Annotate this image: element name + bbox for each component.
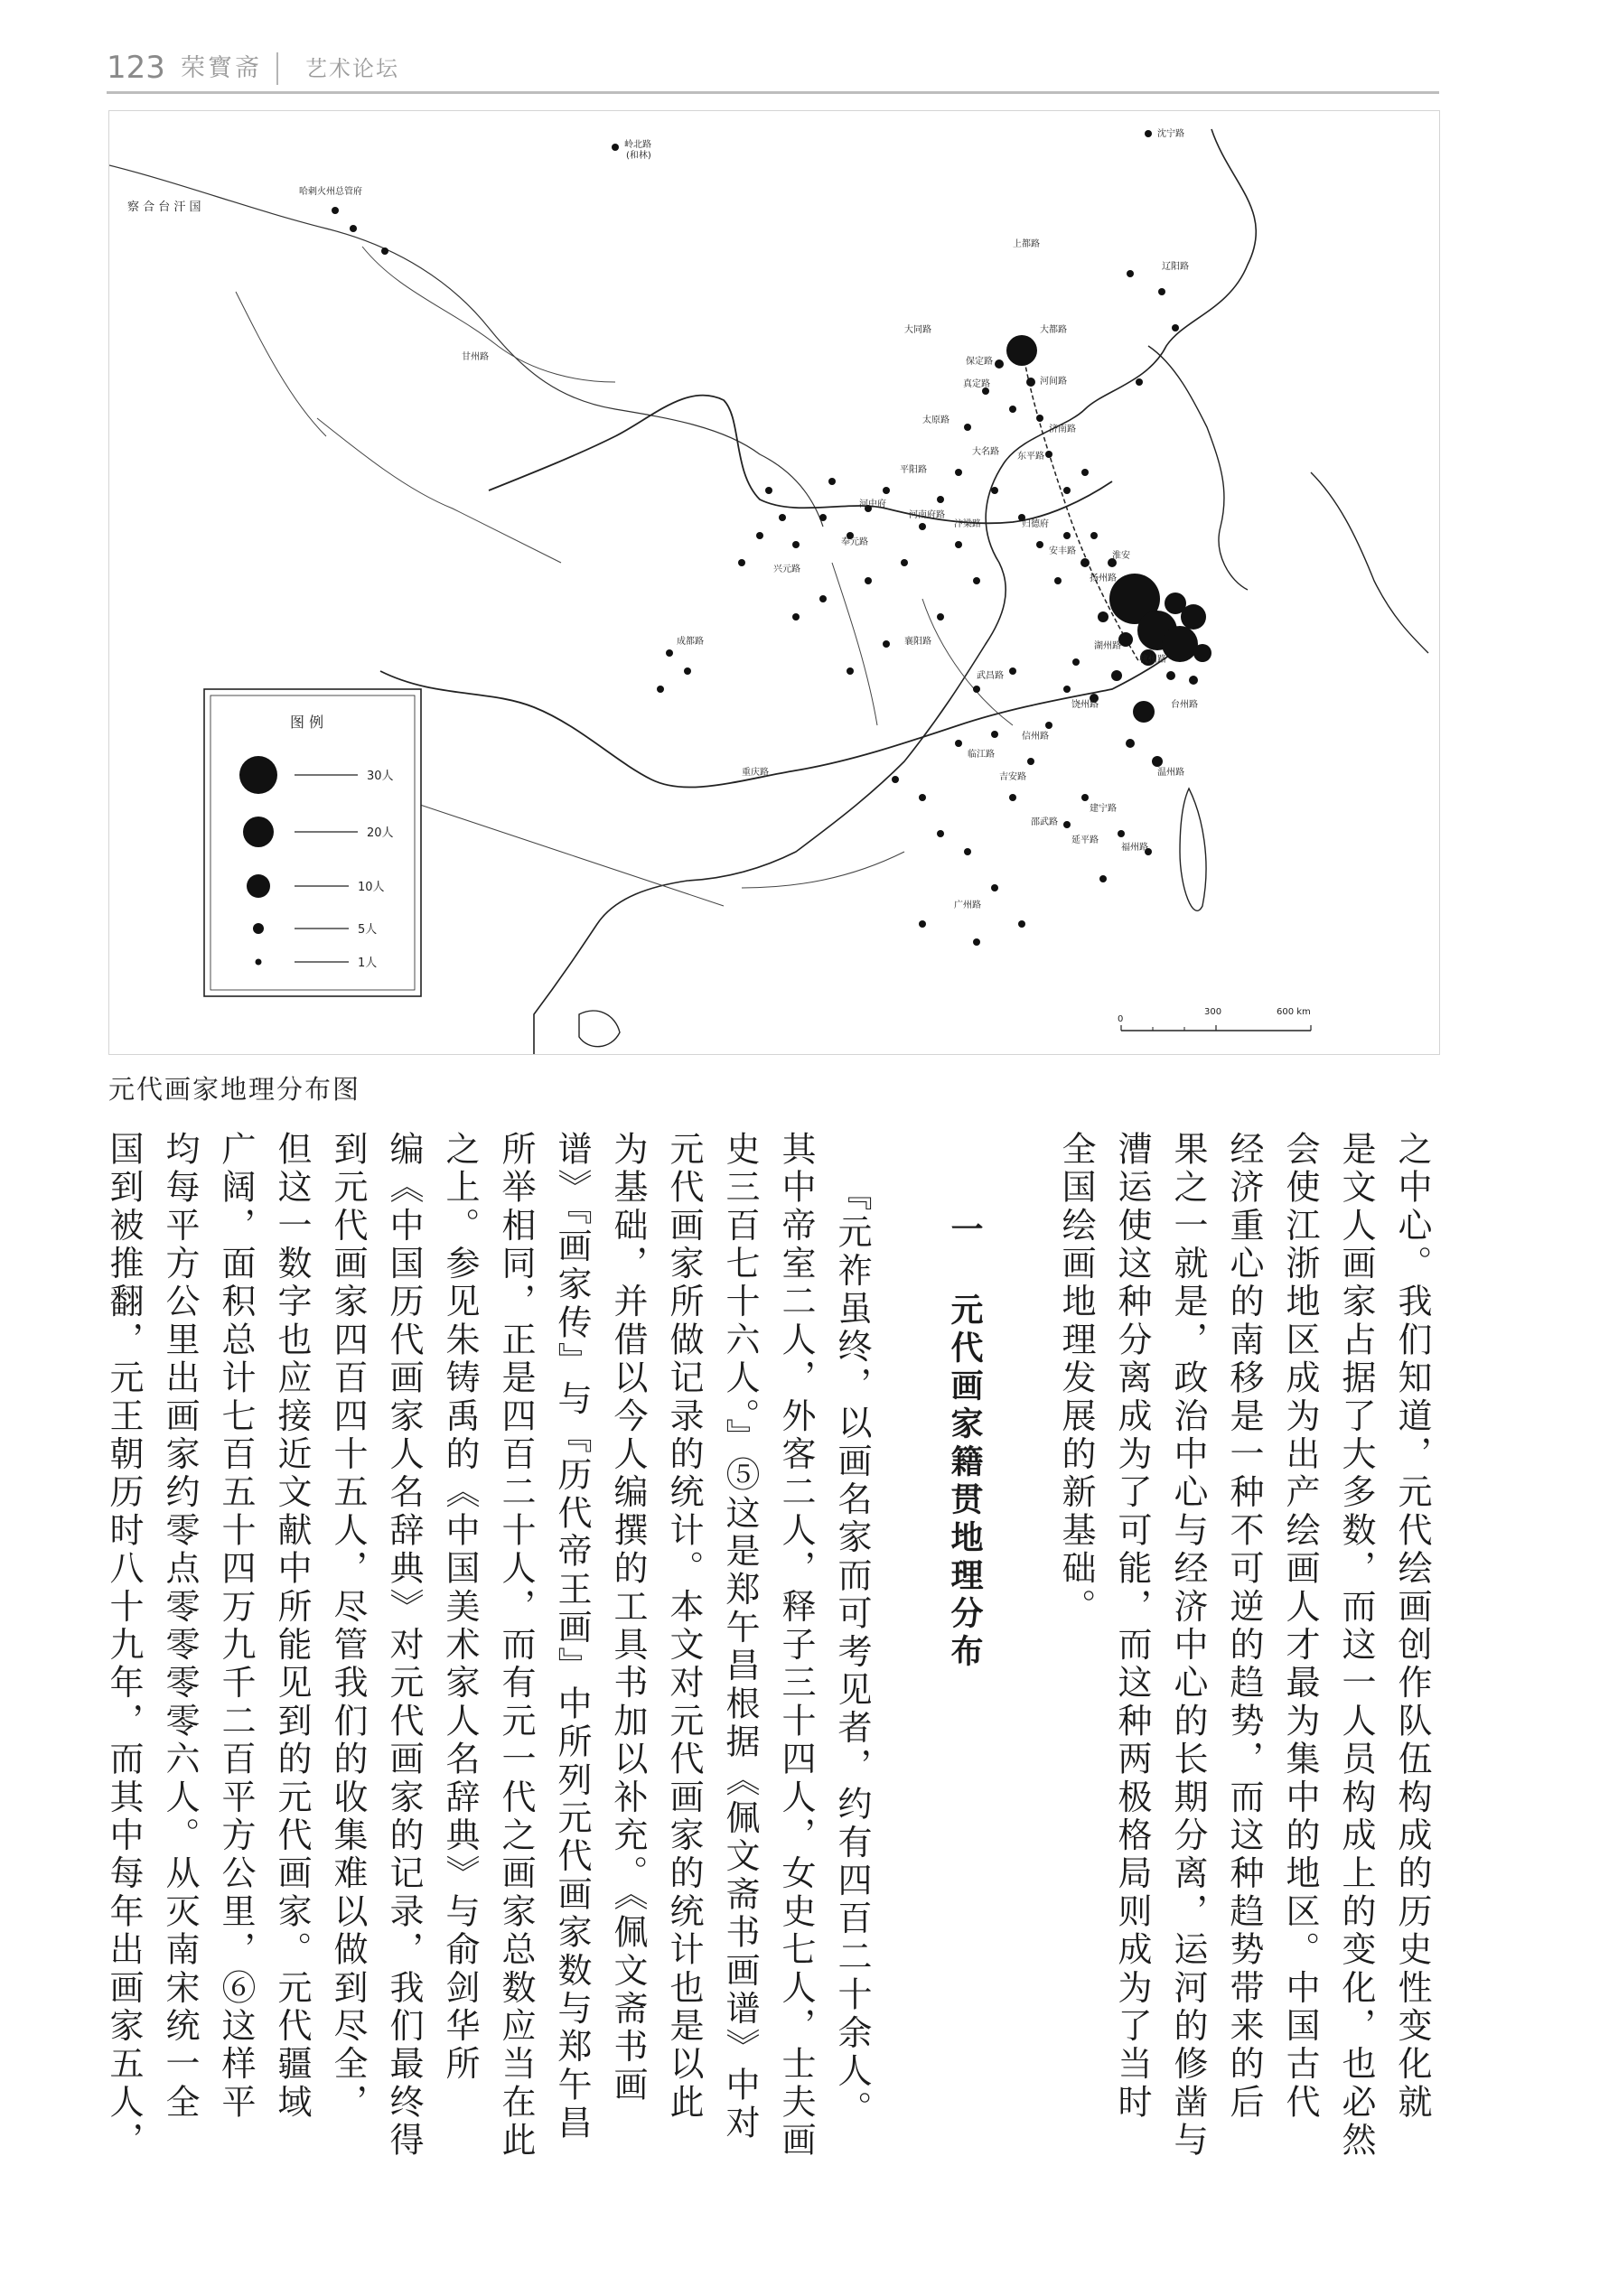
label-yanping: 延平路 bbox=[1071, 835, 1099, 845]
text-column: 广阔，面积总计七百五十四万九千二百平方公里，⑥这样平 bbox=[216, 1131, 256, 2123]
label-jinan: 济南路 bbox=[1049, 425, 1076, 434]
label-fengyuan: 奉元路 bbox=[841, 537, 868, 547]
article-body bbox=[104, 1131, 1444, 2215]
label-hangzhou: 杭州路 bbox=[1139, 655, 1166, 665]
label-shaowu: 邵武路 bbox=[1031, 817, 1058, 827]
legend-label-10: 10人 bbox=[358, 881, 385, 894]
label-chagatai: 察 合 台 汗 国 bbox=[127, 201, 201, 214]
legend-dot-10 bbox=[247, 874, 270, 898]
label-jianning: 建宁路 bbox=[1090, 804, 1117, 814]
label-ganzhou: 甘州路 bbox=[462, 352, 489, 362]
scale-label-end: 600 km bbox=[1277, 1007, 1311, 1017]
label-liaoyang: 辽阳路 bbox=[1162, 262, 1189, 272]
text-column: 之上。参见朱铸禹的《中国美术家人名辞典》与俞剑华所 bbox=[440, 1131, 480, 2084]
label-datong: 大同路 bbox=[904, 325, 931, 335]
label-lingbei: 岭北路 bbox=[624, 140, 651, 150]
legend-label-20: 20人 bbox=[367, 826, 394, 840]
map-legend bbox=[204, 689, 421, 996]
text-column: 是文人画家占据了大多数，而这一人员构成上的变化，也必然 bbox=[1336, 1131, 1376, 2161]
painter-dot-taizhou bbox=[1133, 701, 1155, 723]
text-column: 漕运使这种分离成为了可能，而这种两极格局则成为了当时 bbox=[1112, 1131, 1152, 2123]
header-divider bbox=[276, 52, 278, 85]
text-column: 为基础，并借以今人编撰的工具书加以补充。《佩文斋书画 bbox=[608, 1131, 648, 2105]
korea-coast bbox=[1148, 346, 1248, 590]
japan-coast bbox=[1311, 472, 1428, 653]
label-guide: 归德府 bbox=[1022, 519, 1049, 529]
scale-bar bbox=[1118, 1007, 1311, 1031]
label-zhending: 真定路 bbox=[963, 379, 990, 389]
label-xinzhou: 信州路 bbox=[1022, 732, 1049, 742]
label-xingyuan: 兴元路 bbox=[773, 565, 800, 574]
label-lingbei-sub: (和林) bbox=[626, 151, 651, 161]
label-huzhou: 湖州路 bbox=[1094, 641, 1121, 651]
legend-label-5: 5人 bbox=[358, 923, 378, 937]
text-column: 但这一数字也应接近文献中所能见到的元代画家。元代疆域 bbox=[272, 1131, 312, 2123]
label-shangdu: 上都路 bbox=[1013, 239, 1040, 249]
boundary bbox=[109, 165, 823, 527]
section-heading: 一 元代画家籍贯地理分布 bbox=[946, 1212, 983, 1672]
section-name: 艺术论坛 bbox=[305, 56, 399, 81]
legend-label-1: 1人 bbox=[358, 957, 378, 970]
figure-caption: 元代画家地理分布图 bbox=[108, 1074, 361, 1105]
legend-dot-5 bbox=[253, 923, 264, 934]
scale-label-mid: 300 bbox=[1204, 1007, 1222, 1017]
text-column: 其中帝室二人，外客二人，释子三十四人，女史七人，士夫画 bbox=[776, 1131, 816, 2161]
label-shenning: 沈宁路 bbox=[1157, 129, 1184, 139]
text-column: 史三百七十六人。』⑤这是郑午昌根据《佩文斋书画谱》中对 bbox=[720, 1131, 760, 2143]
label-henanfu: 河南府路 bbox=[909, 510, 945, 520]
label-taiyuan: 太原路 bbox=[922, 415, 949, 425]
legend-dot-20 bbox=[243, 817, 274, 847]
label-wenzhou: 温州路 bbox=[1157, 768, 1184, 778]
text-column: 经济重心的南移是一种不可逆的趋势，而这种趋势带来的后 bbox=[1224, 1131, 1264, 2123]
taiwan bbox=[1180, 789, 1206, 910]
text-column: 谱》『画家传』与『历代帝王画』中所列元代画家数与郑午昌 bbox=[552, 1131, 592, 2143]
hainan bbox=[579, 1011, 620, 1047]
label-taizhou: 台州路 bbox=[1171, 700, 1198, 710]
label-dadu: 大都路 bbox=[1040, 325, 1067, 335]
label-harahuozhou: 哈剌火州总管府 bbox=[299, 187, 362, 197]
text-column: 均每平方公里出画家约零点零零零零六人。从灭南宋统一全 bbox=[160, 1131, 200, 2123]
label-dongping: 东平路 bbox=[1017, 452, 1044, 462]
text-column: 会使江浙地区成为出产绘画人才最为集中的地区。中国古代 bbox=[1280, 1131, 1320, 2123]
legend-dot-1 bbox=[256, 959, 262, 966]
page-header bbox=[107, 50, 1439, 90]
text-column: 之中心。我们知道，元代绘画创作队伍构成的历史性变化就 bbox=[1392, 1131, 1432, 2123]
label-huaian: 淮安 bbox=[1112, 551, 1130, 561]
label-hezhong: 河中府 bbox=[859, 499, 886, 509]
distribution-map bbox=[109, 111, 1439, 1054]
label-hejian: 河间路 bbox=[1040, 377, 1067, 387]
header-rule bbox=[107, 91, 1439, 94]
label-bianliang: 汴梁路 bbox=[954, 519, 981, 529]
text-column: 全国绘画地理发展的新基础。 bbox=[1056, 1131, 1096, 1627]
label-anfeng: 安丰路 bbox=[1049, 546, 1076, 556]
label-chengdu: 成都路 bbox=[677, 637, 704, 647]
text-column: 元代画家所做记录的统计。本文对元代画家的统计也是以此 bbox=[664, 1131, 704, 2123]
label-wuchang: 武昌路 bbox=[977, 671, 1004, 681]
text-column: 果之一就是，政治中心与经济中心的长期分离，运河的修凿与 bbox=[1168, 1131, 1208, 2161]
legend-label-30: 30人 bbox=[367, 770, 394, 783]
text-column: 『元祚虽终，以画名家而可考见者，约有四百二十余人。 bbox=[832, 1176, 872, 2129]
text-column: 所举相同，正是四百二十人，而有元一代之画家总数应当在此 bbox=[496, 1131, 536, 2161]
map-figure bbox=[108, 110, 1440, 1055]
label-daming: 大名路 bbox=[972, 447, 999, 457]
label-guangzhou: 广州路 bbox=[954, 901, 981, 910]
legend-dot-30 bbox=[239, 756, 277, 794]
label-linjiang: 临江路 bbox=[968, 750, 995, 760]
label-chongqing: 重庆路 bbox=[742, 768, 769, 778]
legend-title: 图 例 bbox=[290, 714, 324, 731]
text-column: 国到被推翻，元王朝历时八十九年，而其中每年出画家五人， bbox=[104, 1131, 144, 2161]
page-number: 123 bbox=[107, 50, 165, 86]
label-fuzhou: 福州路 bbox=[1121, 843, 1148, 853]
label-yangzhou: 扬州路 bbox=[1090, 574, 1117, 583]
label-jian: 吉安路 bbox=[999, 772, 1026, 782]
label-raozhou: 饶州路 bbox=[1071, 700, 1099, 710]
label-baoding: 保定路 bbox=[966, 357, 993, 367]
publication-name: 荣寳斋 bbox=[181, 54, 262, 82]
label-xiangyang: 襄阳路 bbox=[904, 637, 931, 647]
label-pingyang: 平阳路 bbox=[900, 465, 927, 475]
text-column: 到元代画家四百四十五人，尽管我们的收集难以做到尽全， bbox=[328, 1131, 368, 2123]
painter-dot-dadu bbox=[1006, 335, 1037, 366]
painter-dots bbox=[332, 130, 1211, 946]
scale-label-zero: 0 bbox=[1118, 1014, 1124, 1024]
text-column: 编《中国历代画家人名辞典》对元代画家的记录，我们最终得 bbox=[384, 1131, 424, 2161]
yangtze-river bbox=[380, 635, 1193, 788]
